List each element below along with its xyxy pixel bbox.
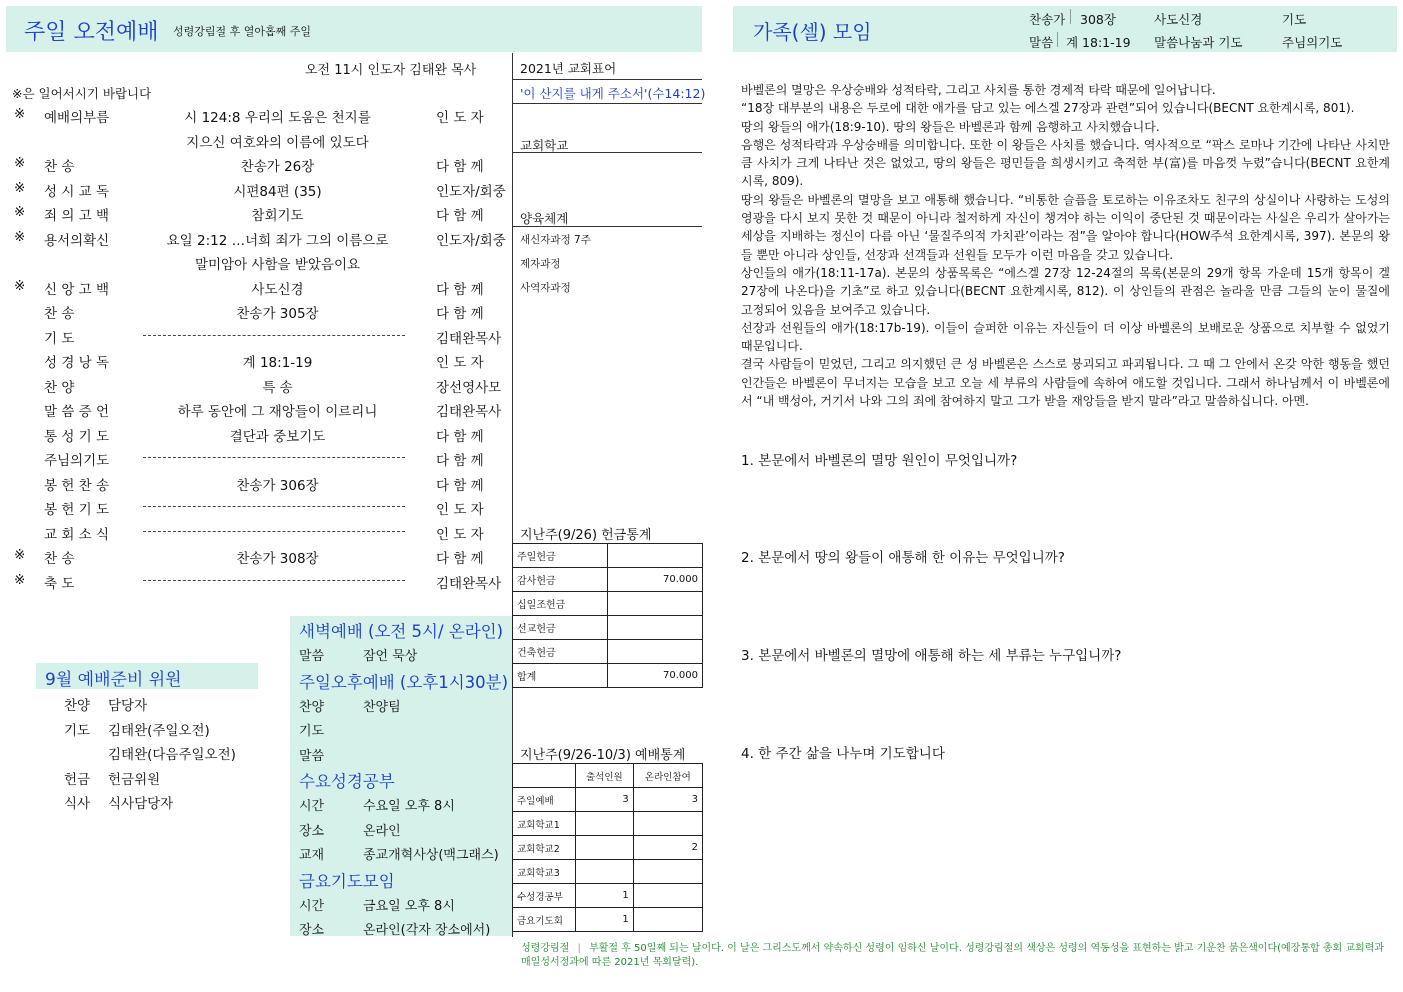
divider (512, 152, 702, 153)
offering-value (608, 544, 703, 568)
offering-label: 주일헌금 (513, 544, 608, 568)
order-who: 다 함 께 (436, 306, 484, 322)
offering-label: 합계 (513, 664, 608, 688)
order-content: 지으신 여호와의 이름에 있도다 (186, 134, 369, 151)
offering-label: 감사헌금 (513, 568, 608, 592)
attendance-count (576, 860, 634, 884)
order-content: 결단과 중보기도 (229, 428, 326, 445)
service-title: 주일오후예배 (오후1시30분) (299, 672, 509, 692)
attendance-row (513, 812, 703, 836)
prep-role: 찬양 (64, 698, 91, 714)
order-row (0, 324, 512, 348)
prep-list (64, 690, 284, 820)
order-content: 시 124:8 우리의 도움은 천지를 (184, 110, 371, 126)
order-mark: ※ (14, 228, 26, 245)
service-key: 장소 (299, 823, 325, 839)
cell-hymn-label: 찬송가 (1029, 12, 1066, 27)
order-content: 하루 동안에 그 재앙들이 이르리니 (177, 404, 378, 420)
order-row (0, 495, 512, 519)
sermon-paragraph: 땅의 왕들은 바벨론의 멸망을 보고 애통해 했습니다. “비통한 슬픔을 토로하는 이유조차도 친구의 상실이나 사랑하는 도성의 영광을 다시 보지 못한 것 때문이 아니라 철저하게 자신이 챙겨야 하는 이익이 중단된 것 때문이라는 사실은 우리가 살아가는 세상을 지배하는 정신이 다름 아닌 ‘물질주의적 가치관’이라는 점”을 알아야 합니다(HOW주석 요한계시록, 397). 본문의 왕들 뿐만 아니라 상인들, 선장과 선객들과 선원들 모두가 이런 마음을 갖고 있습니다. (741, 192, 1390, 262)
attendance-online (633, 860, 702, 884)
order-mark: ※ (14, 204, 26, 220)
order-content: 찬송가 308장 (236, 551, 319, 567)
attendance-row (513, 884, 703, 908)
offering-value (608, 640, 703, 664)
prep-name: 김태완(다음주일오전) (108, 747, 236, 763)
prep-name: 헌금위원 (108, 771, 161, 788)
order-row (0, 177, 512, 201)
service-title: 수요성경공부 (299, 772, 395, 791)
training-title: 양육체계 (520, 211, 569, 226)
order-item: 찬 양 (44, 379, 75, 396)
sermon-paragraph: 음행은 성적타락과 우상숭배를 의미합니다. 또한 이 왕들은 사치를 했습니다. 역사적으로 “팍스 로마나 기간에 나타난 사치만큼 사치가 크게 나타난 것은 없었고, 땅의 왕들은 평민들을 희생시키고 축적한 부(富)를 마음껏 누렸”습니다(BECNT 요한계시록, 809). (741, 137, 1390, 189)
attendance-label: 수성경공부 (513, 884, 576, 908)
motto-year: 2021년 교회표어 (520, 61, 617, 76)
divider (512, 226, 702, 227)
order-item: 예배의부름 (44, 110, 110, 126)
order-who: 인 도 자 (436, 110, 484, 126)
service-value: 온라인 (363, 823, 401, 839)
cell-creed: 사도신경 (1154, 12, 1203, 27)
order-dash (143, 335, 405, 336)
order-row (0, 544, 512, 568)
question-item: 1. 본문에서 바벨론의 멸망 원인이 무엇입니까? (741, 453, 1018, 469)
order-who: 다 함 께 (436, 477, 484, 494)
sermon-paragraph: “18장 대부분의 내용은 두로에 대한 애가를 담고 있는 에스겔 27장과 관련”되어 있습니다(BECNT 요한계시록, 801). (741, 101, 1355, 116)
order-content: 계 18:1-19 (242, 355, 313, 371)
service-value: 수요일 오후 8시 (363, 799, 455, 814)
attendance-count: 1 (576, 908, 634, 932)
attendance-label: 교회학교3 (513, 860, 576, 884)
attendance-header (513, 764, 576, 788)
sermon-paragraph: 땅의 왕들의 애가(18:9-10). 땅의 왕들은 바벨론과 함께 음행하고 사치했습니다. (741, 119, 1160, 134)
offering-row (513, 592, 703, 616)
order-who: 다 함 께 (436, 428, 484, 445)
attendance-row (513, 836, 703, 860)
order-who: 인도자/회중 (436, 183, 506, 200)
order-row (0, 569, 512, 593)
left-header (6, 6, 702, 52)
order-row (0, 348, 512, 372)
cell-sharing: 말씀나눔과 기도 (1154, 35, 1243, 50)
order-dash (143, 580, 405, 581)
attendance-title: 지난주(9/26-10/3) 예배통계 (520, 748, 686, 763)
order-mark: ※ (14, 179, 26, 196)
order-who: 인 도 자 (436, 502, 484, 518)
offering-row (513, 664, 703, 688)
order-row (0, 471, 512, 495)
order-who: 다 함 께 (436, 159, 484, 175)
cell-hymn-value: 308장 (1080, 12, 1116, 27)
order-item: 찬 송 (44, 159, 75, 175)
order-row (0, 128, 512, 152)
order-item: 성 시 교 독 (44, 183, 110, 200)
prep-name: 담당자 (108, 698, 148, 714)
divider (512, 79, 702, 80)
sermon-paragraph: 결국 사람들이 믿었던, 그리고 의지했던 큰 성 바벨론은 스스로 붕괴되고 파괴됩니다. 그 때 그 안에서 온갖 악한 행동을 했던 인간들은 바벨론이 무너지는 모습을 보고 오늘 세 부류의 사람들에 속하여 애도할 것입니다. 그래서 하나님께서 이 바벨론에서 “내 백성아, 거기서 나와 그의 죄에 참여하지 말고 그가 받을 재앙들을 받지 말라”라고 말씀하십니다. 아멘. (741, 357, 1390, 409)
order-who: 인 도 자 (436, 355, 484, 371)
order-row (0, 422, 512, 446)
order-content: 찬송가 26장 (240, 159, 315, 175)
offering-value (608, 616, 703, 640)
attendance-online: 2 (633, 836, 702, 860)
service-value: 금요일 오후 8시 (363, 898, 455, 914)
service-key: 기도 (299, 724, 325, 739)
order-content: 참회기도 (251, 208, 304, 224)
right-header (733, 6, 1397, 52)
order-dash (143, 506, 405, 507)
attendance-label: 금요기도회 (513, 908, 576, 932)
order-item: 찬 송 (44, 306, 75, 322)
service-title: 새벽예배 (오전 5시/ 온라인) (299, 622, 504, 641)
order-row (0, 299, 512, 323)
offering-label: 선교헌금 (513, 616, 608, 640)
order-content: 사도신경 (251, 281, 304, 298)
order-row (0, 226, 512, 250)
order-item: 기 도 (44, 330, 75, 347)
service-title: 금요기도모임 (299, 871, 395, 891)
attendance-label: 교회학교1 (513, 812, 576, 836)
footer-label: 성령강림절 (521, 943, 570, 954)
attendance-header: 온라인참여 (633, 764, 702, 788)
order-row (0, 275, 512, 299)
prep-role: 헌금 (64, 771, 91, 788)
order-row (0, 446, 512, 470)
offering-table (512, 543, 703, 688)
service-value: 잠언 묵상 (363, 649, 418, 664)
sermon-summary (741, 81, 1390, 410)
offering-title: 지난주(9/26) 헌금통계 (520, 528, 652, 543)
attendance-online (633, 908, 702, 932)
service-key: 장소 (299, 923, 325, 938)
separator (1057, 32, 1058, 47)
order-row (0, 250, 512, 274)
order-item: 통 성 기 도 (44, 428, 110, 445)
attendance-online: 3 (633, 788, 702, 812)
cell-word-value: 계 18:1-19 (1066, 35, 1131, 50)
order-row (0, 520, 512, 544)
service-key: 말씀 (299, 649, 325, 664)
service-value: 종교개혁사상(맥그래스) (363, 848, 499, 863)
sermon-paragraph: 바벨론의 멸망은 우상숭배와 성적타락, 그리고 사치를 통한 경제적 타락 때문에 일어납니다. (741, 83, 1216, 97)
separator (1070, 9, 1071, 24)
attendance-label: 주일예배 (513, 788, 576, 812)
order-content: 특 송 (262, 379, 293, 396)
order-who: 인도자/회중 (436, 232, 506, 249)
order-of-service (0, 103, 512, 593)
order-item: 봉 헌 찬 송 (44, 477, 110, 494)
order-item: 용서의확신 (44, 232, 110, 249)
order-dash (143, 457, 405, 458)
attendance-row (513, 908, 703, 932)
offering-row (513, 568, 703, 592)
prep-name: 김태완(주일오전) (108, 722, 210, 739)
footer-text: 부활절 후 50일째 되는 날이다. 이 날은 그리스도께서 약속하신 성령이 임하신 날이다. 성령강림절의 색상은 성령의 역동성을 표현하는 밝고 기운찬 붉은색이다(예장통합 총회 교회력과 매일성서정과에 따른 2021년 목회달력). (521, 943, 1384, 968)
attendance-row (513, 788, 703, 812)
order-item: 주님의기도 (44, 453, 110, 469)
divider (512, 103, 702, 104)
question-item: 2. 본문에서 땅의 왕들이 애통해 한 이유는 무엇입니까? (741, 550, 1065, 566)
order-item: 말 씀 증 언 (44, 404, 110, 420)
sermon-paragraph: 선장과 선원들의 애가(18:17b-19). 이들이 슬퍼한 이유는 자신들이 더 이상 바벨론의 보배로운 상품으로 치부할 수 없었기 때문입니다. (741, 320, 1390, 354)
attendance-online (633, 884, 702, 908)
order-row (0, 397, 512, 421)
order-row (0, 103, 512, 127)
order-mark: ※ (14, 571, 26, 588)
offering-label: 건축헌금 (513, 640, 608, 664)
order-who: 다 함 께 (436, 281, 484, 298)
service-value: 찬양팀 (363, 699, 401, 715)
order-item: 찬 송 (44, 551, 75, 567)
service-key: 시간 (299, 898, 325, 914)
service-key: 교재 (299, 848, 325, 863)
prep-name: 식사담당자 (108, 796, 174, 812)
order-who: 김태완목사 (436, 404, 502, 420)
service-value: 온라인(각자 장소에서) (363, 923, 491, 938)
order-item: 교 회 소 식 (44, 526, 110, 543)
order-mark: ※ (14, 106, 26, 122)
sermon-paragraph: 상인들의 애가(18:11-17a). 본문의 상품목록은 “에스겔 27장 12-24절의 목록(본문의 29개 항목 가운데 15개 항목이 겔 27장에 나온다)을 기초”로 하고 있습니다(BECNT 요한계시록, 812). 이 상인들의 관점은 놀라울 만큼 그들의 눈이 물질에 고정되어 있음을 보여주고 있습니다. (741, 265, 1390, 317)
page-subtitle: 성령강림절 후 열아홉째 주일 (173, 25, 312, 38)
order-item: 봉 헌 기 도 (44, 502, 110, 518)
order-content: 찬송가 306장 (236, 477, 319, 494)
offering-row (513, 640, 703, 664)
attendance-count: 3 (576, 788, 634, 812)
offering-value (608, 592, 703, 616)
training-item: 사역자과정 (520, 282, 571, 294)
offering-value: 70.000 (608, 568, 703, 592)
question-item: 4. 한 주간 삶을 나누며 기도합니다 (741, 746, 945, 762)
order-content: 말미암아 사함을 받았음이요 (194, 257, 361, 273)
question-item: 3. 본문에서 바벨론의 멸망에 애통해 하는 세 부류는 누구입니까? (741, 648, 1122, 664)
order-mark: ※ (14, 277, 26, 294)
order-dash (143, 531, 405, 532)
service-key: 찬양 (299, 699, 325, 715)
stand-note: ※은 일어서시기 바랍니다 (12, 86, 152, 101)
order-who: 다 함 께 (436, 208, 484, 224)
offering-row (513, 616, 703, 640)
order-mark: ※ (14, 155, 26, 171)
order-row (0, 201, 512, 225)
order-item: 성 경 낭 독 (44, 355, 110, 371)
services-list (290, 616, 512, 936)
leader-line: 오전 11시 인도자 김태완 목사 (305, 63, 477, 78)
order-item: 신 앙 고 백 (44, 281, 110, 298)
church-school-title: 교회학교 (520, 138, 569, 153)
order-who: 인 도 자 (436, 526, 484, 543)
service-key: 시간 (299, 799, 325, 814)
cell-prayer: 기도 (1282, 12, 1307, 27)
order-who: 김태완목사 (436, 575, 502, 592)
attendance-header-row (513, 764, 703, 788)
order-who: 다 함 께 (436, 551, 484, 567)
order-who: 김태완목사 (436, 330, 502, 347)
footer-note (521, 942, 1393, 970)
attendance-online (633, 812, 702, 836)
order-content: 요일 2:12 …너희 죄가 그의 이름으로 (166, 232, 389, 249)
footer-separator: | (577, 943, 581, 954)
order-who: 장선영사모 (436, 379, 502, 396)
order-item: 죄 의 고 백 (44, 208, 110, 224)
offering-row (513, 544, 703, 568)
order-content: 찬송가 305장 (236, 306, 319, 322)
order-mark: ※ (14, 547, 26, 563)
training-item: 새신자과정 7주 (520, 234, 591, 246)
motto-text: '이 산지를 내게 주소서'(수14:12) (520, 86, 706, 101)
order-item: 축 도 (44, 575, 75, 592)
attendance-count: 1 (576, 884, 634, 908)
order-row (0, 373, 512, 397)
prep-role: 식사 (64, 796, 91, 812)
attendance-table (512, 763, 703, 932)
order-who: 다 함 께 (436, 453, 484, 469)
cell-lords-prayer: 주님의기도 (1282, 35, 1343, 50)
prep-header (36, 663, 258, 689)
order-content: 시편84편 (35) (233, 183, 322, 200)
prep-role: 기도 (64, 722, 91, 739)
training-item: 제자과정 (520, 258, 561, 270)
page-title: 주일 오전예배 (24, 20, 159, 45)
offering-label: 십일조헌금 (513, 592, 608, 616)
cell-title: 가족(셀) 모임 (753, 20, 872, 44)
attendance-row (513, 860, 703, 884)
attendance-header: 출석인원 (576, 764, 634, 788)
attendance-count (576, 836, 634, 860)
order-row (0, 152, 512, 176)
offering-value: 70.000 (608, 664, 703, 688)
service-key: 말씀 (299, 748, 325, 764)
prep-title: 9월 예배준비 위원 (45, 670, 182, 690)
cell-word-label: 말씀 (1029, 35, 1054, 50)
attendance-label: 교회학교2 (513, 836, 576, 860)
attendance-count (576, 812, 634, 836)
